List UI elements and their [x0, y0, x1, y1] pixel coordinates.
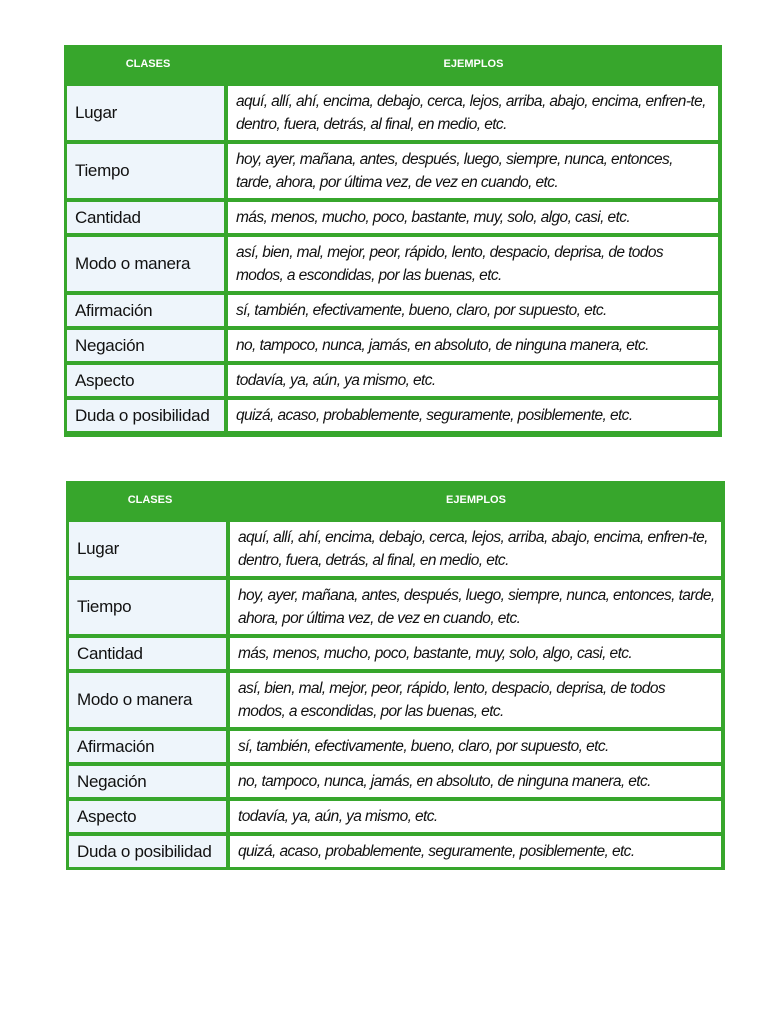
table-row	[69, 638, 721, 669]
table-row	[69, 836, 721, 867]
header-clases: CLASES	[127, 493, 173, 506]
header-ejemplos: EJEMPLOS	[446, 493, 506, 506]
table-row	[67, 144, 718, 198]
row-ejemplos: más, menos, mucho, poco, bastante, muy, solo, algo, casi, etc.	[228, 202, 718, 233]
table-row	[67, 330, 718, 361]
row-clase: Lugar	[69, 522, 226, 576]
row-clase: Afirmación	[67, 295, 224, 326]
row-ejemplos: así, bien, mal, mejor, peor, rápido, lento, despacio, deprisa, de todos modos, a escondidas, por las buenas, etc.	[230, 673, 721, 727]
row-ejemplos: no, tampoco, nunca, jamás, en absoluto, de ninguna manera, etc.	[228, 330, 718, 361]
adverbs-table-1	[64, 45, 722, 437]
row-ejemplos: todavía, ya, aún, ya mismo, etc.	[228, 365, 718, 396]
row-ejemplos: hoy, ayer, mañana, antes, después, luego, siempre, nunca, entonces, tarde, ahora, por última vez, de vez en cuando, etc.	[228, 144, 718, 198]
header-ejemplos: EJEMPLOS	[443, 57, 504, 70]
row-clase: Tiempo	[69, 580, 226, 634]
row-clase: Afirmación	[69, 731, 226, 762]
table-row	[69, 673, 721, 727]
row-clase: Tiempo	[67, 144, 224, 198]
row-ejemplos: sí, también, efectivamente, bueno, claro, por supuesto, etc.	[228, 295, 718, 326]
table-row	[69, 766, 721, 797]
row-clase: Modo o manera	[67, 237, 224, 291]
row-clase: Negación	[67, 330, 224, 361]
row-ejemplos: quizá, acaso, probablemente, seguramente, posiblemente, etc.	[230, 836, 721, 867]
adverbs-table-2	[66, 481, 725, 870]
table-row	[67, 237, 718, 291]
header-clases: CLASES	[125, 57, 171, 70]
table-row	[69, 801, 721, 832]
table-row	[69, 731, 721, 762]
row-ejemplos: aquí, allí, ahí, encima, debajo, cerca, lejos, arriba, abajo, encima, enfren-te, dentro, fuera, detrás, al final, en medio, etc.	[230, 522, 721, 576]
row-clase: Modo o manera	[69, 673, 226, 727]
table-row	[67, 202, 718, 233]
row-clase: Negación	[69, 766, 226, 797]
row-ejemplos: sí, también, efectivamente, bueno, claro, por supuesto, etc.	[230, 731, 721, 762]
row-ejemplos: hoy, ayer, mañana, antes, después, luego, siempre, nunca, entonces, tarde, ahora, por última vez, de vez en cuando, etc.	[230, 580, 721, 634]
row-ejemplos: así, bien, mal, mejor, peor, rápido, lento, despacio, deprisa, de todos modos, a escondidas, por las buenas, etc.	[228, 237, 718, 291]
row-clase: Cantidad	[69, 638, 226, 669]
row-clase: Lugar	[67, 86, 224, 140]
row-ejemplos: más, menos, mucho, poco, bastante, muy, solo, algo, casi, etc.	[230, 638, 721, 669]
row-clase: Cantidad	[67, 202, 224, 233]
table-row	[69, 580, 721, 634]
row-ejemplos: aquí, allí, ahí, encima, debajo, cerca, lejos, arriba, abajo, encima, enfren-te, dentro, fuera, detrás, al final, en medio, etc.	[228, 86, 718, 140]
table-row	[67, 295, 718, 326]
row-clase: Aspecto	[67, 365, 224, 396]
table-row	[67, 365, 718, 396]
row-ejemplos: no, tampoco, nunca, jamás, en absoluto, de ninguna manera, etc.	[230, 766, 721, 797]
row-clase: Aspecto	[69, 801, 226, 832]
row-clase: Duda o posibilidad	[69, 836, 226, 867]
row-ejemplos: quizá, acaso, probablemente, seguramente, posiblemente, etc.	[228, 400, 718, 431]
table-row	[67, 400, 718, 431]
row-ejemplos: todavía, ya, aún, ya mismo, etc.	[230, 801, 721, 832]
table-header	[67, 45, 718, 82]
row-clase: Duda o posibilidad	[67, 400, 224, 431]
table-header	[69, 481, 721, 518]
table-row	[69, 522, 721, 576]
table-row	[67, 86, 718, 140]
